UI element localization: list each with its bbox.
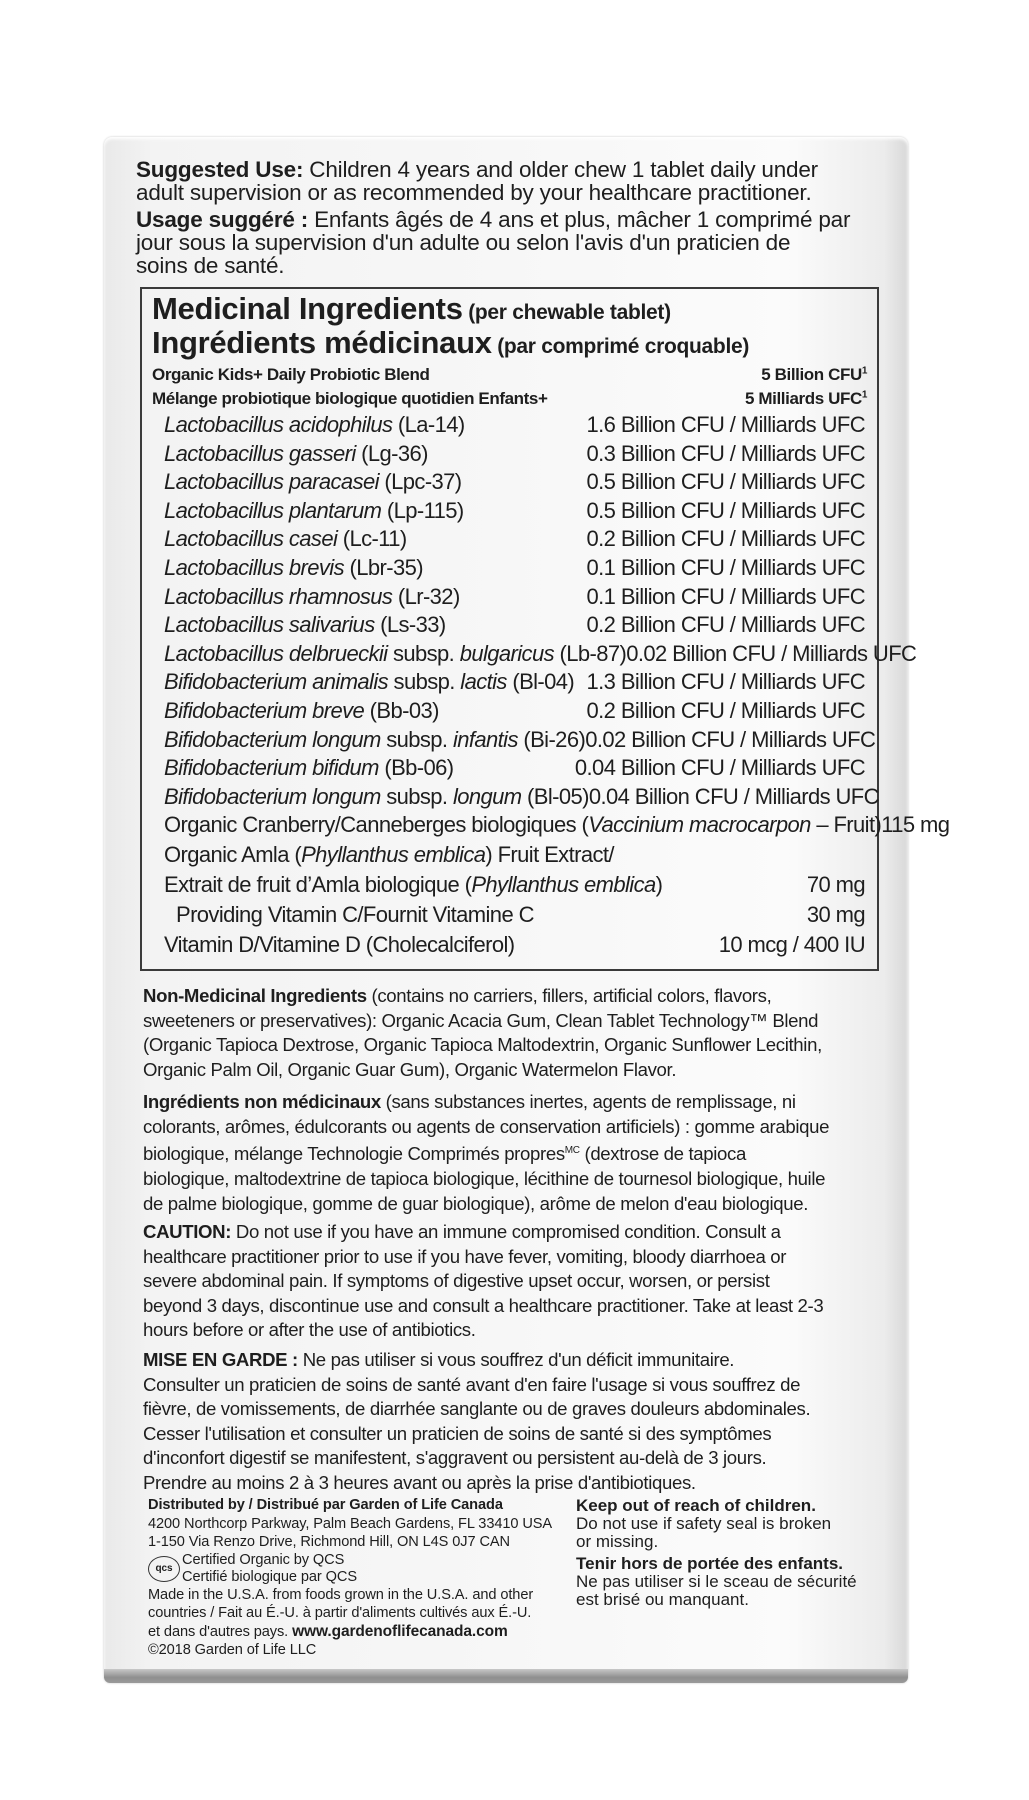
ingredient-row-cranberry: Organic Cranberry/Canneberges biologiques (Vaccinium macrocarpon – Fruit) 115 mg (164, 812, 950, 837)
strain-name: Bifidobacterium breve (Bb-03) (164, 698, 439, 723)
ingredient-row (164, 412, 865, 438)
strain-amount: 1.6 Billion CFU / Milliards UFC (586, 412, 865, 437)
warnings-block: Keep out of reach of children. Do not use if safety seal is broken or missing. Tenir hors de portée des enfants. Ne pas utiliser si le sceau de sécurité est brisé ou manquant. (576, 1497, 896, 1609)
ingredient-row (164, 726, 876, 753)
strain-name: Lactobacillus gasseri (Lg-36) (164, 440, 428, 466)
certified-en: Certified Organic by QCS (182, 1551, 345, 1568)
certification-row (148, 1552, 568, 1586)
distributor-label: Distributed by / Distribué par Garden of Life Canada (148, 1497, 503, 1513)
strain-amount: 0.02 Billion CFU / Milliards UFC (626, 640, 917, 666)
distributor-block: Distributed by / Distribué par Garden of Life Canada 4200 Northcorp Parkway, Palm Beach Gardens, FL 33410 USA 1-150 Via Renzo Drive, Richmond Hill, ON L4S 0J7 CAN qcs Certified Organic by QCS Certifié biologique par QCS Made in the U.S.A. from foods grown in the U.S.A. and other countries / Fait au É.-U. à partir d'aliments cultivés aux É.-U. et dans d'autres pays. www.gardenoflifecanada.com ©2018 Garden of Life LLC (148, 1496, 568, 1660)
address-us: 4200 Northcorp Parkway, Palm Beach Gardens, FL 33410 USA (148, 1515, 553, 1532)
strain-amount: 0.2 Billion CFU / Milliards UFC (586, 612, 865, 638)
medicinal-ingredients-box (140, 287, 950, 971)
strain-name: Lactobacillus casei (Lc-11) (164, 526, 407, 552)
panel-shadow (104, 1669, 908, 1683)
ingredient-row (164, 469, 865, 495)
ingredient-row (164, 441, 865, 467)
blend-row-fr: Mélange probiotique biologique quotidien Enfants+ 5 Milliards UFC$^1$ (152, 389, 867, 408)
ingredient-row (164, 640, 917, 667)
ingredient-row (164, 698, 865, 724)
strain-amount: 0.2 Billion CFU / Milliards UFC (586, 526, 865, 552)
strain-amount: 0.2 Billion CFU / Milliards UFC (586, 698, 865, 723)
ingredient-row-amla-en: Organic Amla (Phyllanthus emblica) Fruit Extract/ (164, 842, 614, 867)
medicinal-title-fr: Ingrédients médicinaux (par comprimé croquable) (152, 325, 750, 360)
strain-name: Lactobacillus plantarum (Lp-115) (164, 497, 464, 523)
non-medicinal-en: Non-Medicinal Ingredients (contains no carriers, fillers, artificial colors, flavors, sweeteners or preservatives): Organic Acacia Gum, Clean Tablet Technology™ Blend (Organic Tapioca Dextrose, Organic Tapioca Maltodextrin, Organic Sunflower Lecithin, Organic Palm Oil, Organic Guar Gum), Organic Watermelon Flavor. (143, 985, 822, 1080)
strain-name: Lactobacillus delbrueckii subsp. bulgaricus (Lb-87) (164, 640, 627, 666)
ingredient-row (164, 584, 865, 610)
non-medicinal-fr: Ingrédients non médicinaux (sans substances inertes, agents de remplissage, ni colorants, arômes, édulcorants ou agents de conservation artificiels) : gomme arabique biologique, mélange Technologie Comprimés propres$^{MC}$ (dextrose de tapioca biologique, maltodextrine de tapioca biologique, lécithine de tournesol biologique, huile de palme biologique, gomme de guar biologique), arôme de melon d'eau biologique. (143, 1091, 830, 1214)
medicinal-title-en: Medicinal Ingredients (per chewable tablet) (152, 291, 671, 326)
ingredient-row (164, 612, 865, 638)
strain-name: Lactobacillus salivarius (Ls-33) (164, 612, 446, 638)
suggested-use-fr: Usage suggéré : Enfants âgés de 4 ans et plus, mâcher 1 comprimé par jour sous la supervision d'un adulte ou selon l'avis d'un praticien de soins de santé. (136, 207, 851, 278)
strain-amount: 0.1 Billion CFU / Milliards UFC (586, 555, 865, 580)
caution-fr: MISE EN GARDE : Ne pas utiliser si vous souffrez d'un déficit immunitaire. Consulter un praticien de soins de santé avant d'en faire l'usage si vous souffrez de fièvre, de vomissements, de diarrhée sanglante ou de graves douleurs abdominales. Cesser l'utilisation et consulter un praticien de soins de santé si des symptômes d'inconfort digestif se manifestent, s'aggravent ou persistent au-delà de 3 jours. Prendre au moins 2 à 3 heures avant ou après la prise d'antibiotiques. (143, 1349, 811, 1493)
website-link[interactable]: www.gardenoflifecanada.com (292, 1622, 508, 1640)
strain-name: Lactobacillus rhamnosus (Lr-32) (164, 583, 460, 609)
keep-out-en: Keep out of reach of children. (576, 1496, 816, 1515)
ingredient-row-vitamin-c: Providing Vitamin C/Fournit Vitamine C 30 mg (176, 902, 865, 927)
ingredient-row (164, 755, 865, 781)
qcs-logo-icon: qcs (148, 1556, 180, 1582)
strain-amount: 0.02 Billion CFU / Milliards UFC (585, 726, 876, 752)
suggested-use-section (136, 158, 850, 281)
ingredient-row (164, 555, 865, 581)
blend-row-en: Organic Kids+ Daily Probiotic Blend 5 Billion CFU$^1$ (152, 365, 867, 384)
caution-en: CAUTION: Do not use if you have an immune compromised condition. Consult a healthcare practitioner prior to use if you have fever, vomiting, bloody diarrhoea or severe abdominal pain. If symptoms of digestive upset occur, worsen, or persist beyond 3 days, discontinue use and consult a healthcare practitioner. Take at least 2-3 hours before or after the use of antibiotics. (143, 1221, 824, 1341)
ingredient-row (164, 498, 865, 524)
ingredient-row (164, 669, 865, 695)
strain-amount: 0.1 Billion CFU / Milliards UFC (586, 583, 865, 609)
strain-name: Bifidobacterium longum subsp. longum (Bl-05) (164, 783, 589, 809)
strain-name: Bifidobacterium longum subsp. infantis (Bi-26) (164, 726, 586, 752)
strain-amount: 0.5 Billion CFU / Milliards UFC (586, 469, 865, 495)
copyright: ©2018 Garden of Life LLC (148, 1642, 317, 1658)
strain-name: Lactobacillus brevis (Lbr-35) (164, 555, 423, 580)
strain-name: Lactobacillus paracasei (Lpc-37) (164, 469, 462, 495)
trademark-mc: MC (564, 1145, 580, 1157)
ingredient-row-amla-fr: Extrait de fruit d’Amla biologique (Phyllanthus emblica) 70 mg (164, 872, 865, 897)
address-ca: 1-150 Via Renzo Drive, Richmond Hill, ON L4S 0J7 CAN (148, 1534, 510, 1550)
strain-amount: 0.5 Billion CFU / Milliards UFC (586, 497, 865, 523)
suggested-use-en: Suggested Use: Children 4 years and older chew 1 tablet daily under adult supervision or as recommended by your healthcare practitioner. (136, 157, 818, 205)
certified-fr: Certifié biologique par QCS (182, 1568, 357, 1585)
strain-name: Bifidobacterium bifidum (Bb-06) (164, 755, 454, 781)
strain-name: Lactobacillus acidophilus (La-14) (164, 412, 465, 437)
ingredient-row (164, 526, 865, 552)
keep-out-fr: Tenir hors de portée des enfants. (576, 1554, 844, 1573)
strain-name: Bifidobacterium animalis subsp. lactis (Bl-04) (164, 669, 575, 695)
strain-amount: 0.04 Billion CFU / Milliards UFC (574, 755, 865, 781)
strain-amount: 0.3 Billion CFU / Milliards UFC (586, 440, 865, 466)
strain-amount: 0.04 Billion CFU / Milliards UFC (588, 783, 879, 809)
ingredient-row (164, 783, 879, 810)
strain-amount: 1.3 Billion CFU / Milliards UFC (586, 669, 865, 695)
ingredient-row-vitamin-d: Vitamin D/Vitamine D (Cholecalciferol) 10 mcg / 400 IU (164, 932, 865, 957)
